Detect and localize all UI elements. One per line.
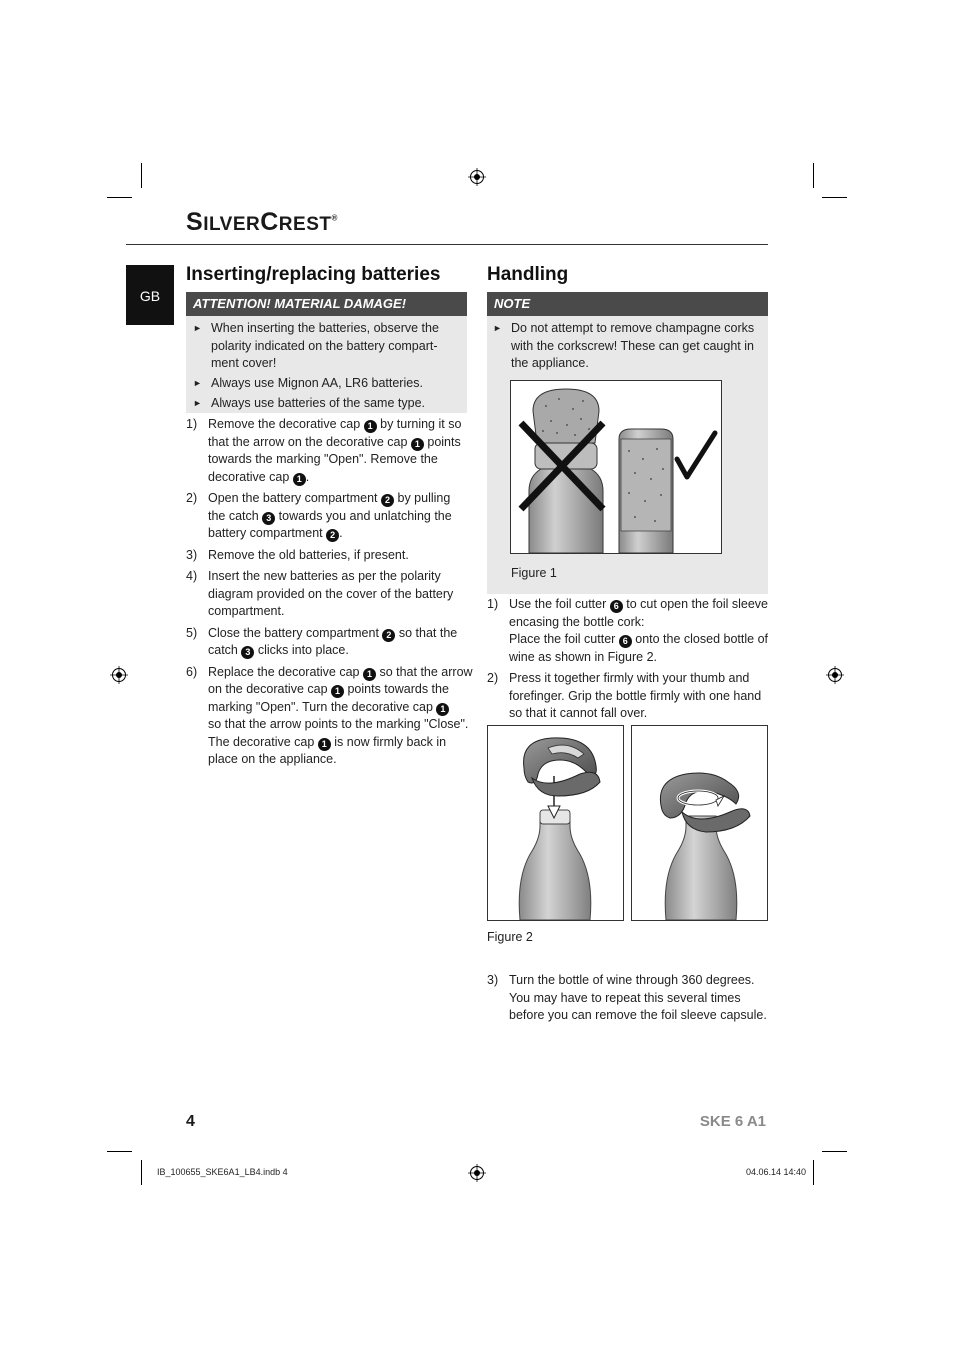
crop-mark — [107, 1151, 132, 1152]
step-text — [509, 670, 761, 723]
step-item — [186, 416, 476, 486]
note-label: NOTE — [487, 292, 768, 316]
step-text — [208, 490, 452, 543]
part-number-badge: 1 — [411, 438, 424, 451]
step-number: 1) — [186, 417, 198, 431]
step-text — [208, 416, 461, 486]
text-line: Do not attempt to remove champagne corks — [511, 321, 755, 335]
figure-2-right — [631, 725, 768, 921]
text-line — [208, 434, 461, 452]
step-number: 3) — [186, 547, 198, 562]
bullet-text — [211, 395, 425, 413]
registration-mark-icon — [468, 1164, 486, 1182]
text-line — [208, 751, 473, 769]
text-segment: so that the arrow — [375, 664, 473, 679]
text-segment: by turning it so — [376, 417, 462, 431]
bullet-arrow-icon: ► — [193, 398, 202, 408]
figure-1-caption: Figure 1 — [511, 566, 557, 580]
part-number-badge: 6 — [619, 635, 632, 648]
text-line — [208, 547, 409, 565]
crop-mark — [813, 163, 814, 188]
part-number-badge: 1 — [436, 703, 449, 716]
bullet-arrow-icon: ► — [193, 323, 202, 333]
text-segment: clicks into place. — [254, 643, 349, 657]
step-number: 2) — [487, 671, 499, 685]
text-segment: so that the — [395, 625, 458, 640]
text-segment: so that the arrow points to the marking "Close". — [208, 717, 469, 731]
text-segment: . — [305, 469, 310, 484]
crop-mark — [822, 197, 847, 198]
text-segment: compartment. — [208, 604, 285, 618]
model-number: SKE 6 A1 — [699, 1113, 766, 1130]
registration-mark-icon — [468, 168, 486, 186]
step-text — [208, 547, 409, 565]
text-line: with the corkscrew! These can get caught in — [511, 338, 754, 353]
text-line — [208, 469, 461, 487]
step-item — [186, 568, 476, 621]
text-segment: catch — [208, 643, 242, 657]
figure-1 — [510, 380, 722, 554]
text-segment: is now firmly back in — [330, 734, 447, 749]
text-segment: towards you and unlatching the — [275, 508, 452, 523]
text-segment: on the decorative cap — [208, 682, 331, 696]
figure-2-caption: Figure 2 — [487, 930, 533, 944]
text-segment: encasing the bottle cork: — [509, 614, 645, 629]
step-item — [487, 670, 777, 723]
step-text — [208, 568, 453, 621]
text-line — [208, 625, 457, 643]
text-segment: place on the appliance. — [208, 752, 337, 766]
text-line — [208, 603, 453, 621]
text-segment: that the arrow on the decorative cap — [208, 434, 411, 449]
step-number: 4) — [186, 569, 198, 583]
part-number-badge: 3 — [241, 646, 254, 659]
text-segment: forefinger. Grip the bottle firmly with one hand — [509, 688, 762, 703]
text-line — [509, 990, 767, 1008]
figure-2-left — [487, 725, 624, 921]
step-text — [208, 664, 473, 769]
crop-mark — [141, 1160, 142, 1185]
registration-mark-icon — [110, 666, 128, 684]
text-line: When inserting the batteries, observe the — [211, 321, 439, 335]
part-number-badge: 3 — [262, 512, 275, 525]
text-segment: points — [423, 434, 461, 449]
warning-label: ATTENTION! MATERIAL DAMAGE! — [186, 292, 467, 316]
step-number: 1) — [487, 597, 499, 611]
text-segment: Remove the decorative cap — [208, 417, 364, 431]
text-line — [208, 681, 473, 699]
text-segment: Remove the old batteries, if present. — [208, 547, 409, 562]
text-line — [509, 1007, 767, 1025]
language-tab: GB — [126, 265, 174, 325]
text-segment: diagram provided on the cover of the battery — [208, 586, 454, 601]
bullet-arrow-icon: ► — [193, 378, 202, 388]
part-number-badge: 6 — [610, 600, 623, 613]
text-segment: before you can remove the foil sleeve capsule. — [509, 1008, 767, 1022]
text-line — [208, 699, 473, 717]
text-line — [208, 416, 461, 434]
step-item — [186, 547, 476, 565]
part-number-badge: 1 — [318, 738, 331, 751]
text-line: the appliance. — [511, 356, 589, 370]
text-line — [509, 596, 768, 614]
step-text — [509, 596, 768, 666]
text-line — [509, 705, 761, 723]
text-line — [509, 614, 768, 632]
text-segment: onto the closed bottle of — [631, 632, 768, 646]
text-segment: Place the foil cutter — [509, 632, 619, 646]
text-segment: Open the battery compartment — [208, 491, 382, 505]
text-segment: points towards the — [344, 682, 449, 696]
print-slug-date: 04.06.14 14:40 — [745, 1167, 806, 1177]
step-number: 3) — [487, 973, 499, 987]
text-line — [208, 734, 473, 752]
text-segment: by pulling — [394, 491, 451, 505]
step-item — [186, 625, 476, 660]
brand-logo: SILVERCREST® — [186, 208, 338, 236]
text-segment: Close the battery compartment — [208, 625, 383, 640]
champagne-bottles-illustration — [511, 381, 721, 553]
text-line: Always use batteries of the same type. — [211, 396, 425, 410]
text-line: Always use Mignon AA, LR6 batteries. — [211, 376, 423, 390]
text-line: polarity indicated on the battery compart- — [211, 338, 438, 353]
crop-mark — [141, 163, 142, 188]
part-number-badge: 1 — [331, 685, 344, 698]
text-line — [208, 664, 473, 682]
page-number: 4 — [186, 1113, 195, 1130]
right-section-heading: Handling — [487, 264, 569, 285]
text-line — [208, 490, 452, 508]
text-line — [509, 972, 767, 990]
text-line: ment cover! — [211, 356, 277, 370]
text-line — [208, 568, 453, 586]
part-number-badge: 2 — [326, 529, 339, 542]
bullet-text — [511, 320, 754, 373]
left-section-heading: Inserting/replacing batteries — [186, 264, 441, 285]
bullet-text — [211, 320, 439, 373]
crop-mark — [813, 1160, 814, 1185]
text-line — [208, 525, 452, 543]
text-line — [509, 688, 761, 706]
step-item — [487, 972, 777, 1025]
text-segment: Replace the decorative cap — [208, 664, 363, 679]
text-line — [208, 451, 461, 469]
part-number-badge: 1 — [293, 473, 306, 486]
step-item — [487, 596, 777, 666]
step-item — [186, 490, 476, 543]
part-number-badge: 2 — [381, 494, 394, 507]
text-line — [208, 716, 473, 734]
text-segment: You may have to repeat this several times — [509, 990, 741, 1005]
crop-mark — [107, 197, 132, 198]
step-number: 5) — [186, 625, 198, 640]
text-segment: so that it cannot fall over. — [509, 706, 648, 720]
text-line — [509, 670, 761, 688]
foil-cutter-placement-illustration — [488, 726, 623, 920]
text-segment: towards the marking "Open". Remove the — [208, 452, 438, 466]
part-number-badge: 2 — [382, 629, 395, 642]
registration-mark-icon — [826, 666, 844, 684]
text-line — [208, 642, 457, 660]
foil-cutter-rotation-illustration — [632, 726, 767, 920]
step-text — [509, 972, 767, 1025]
text-segment: to cut open the foil sleeve — [622, 597, 768, 611]
text-segment: Press it together firmly with your thumb and — [509, 671, 750, 685]
text-line — [208, 508, 452, 526]
text-segment: marking "Open". Turn the decorative cap — [208, 699, 437, 714]
text-segment: The decorative cap — [208, 734, 318, 749]
text-segment: battery compartment — [208, 526, 327, 540]
text-segment: . — [339, 526, 343, 540]
bullet-arrow-icon: ► — [493, 323, 502, 333]
crop-mark — [822, 1151, 847, 1152]
text-line — [509, 631, 768, 649]
text-segment: Insert the new batteries as per the polarity — [208, 569, 441, 583]
step-number: 6) — [186, 664, 198, 679]
text-segment: wine as shown in Figure 2. — [509, 649, 657, 664]
text-segment: decorative cap — [208, 469, 293, 484]
bullet-text — [211, 375, 423, 393]
text-segment: Use the foil cutter — [509, 597, 610, 611]
part-number-badge: 1 — [363, 668, 376, 681]
text-segment: Turn the bottle of wine through 360 degrees. — [509, 973, 755, 987]
step-text — [208, 625, 457, 660]
text-line — [509, 649, 768, 667]
step-item — [186, 664, 476, 769]
part-number-badge: 1 — [364, 420, 377, 433]
text-segment: the catch — [208, 508, 263, 523]
header-rule — [126, 244, 768, 245]
step-number: 2) — [186, 491, 198, 505]
print-slug-file: IB_100655_SKE6A1_LB4.indb 4 — [157, 1167, 288, 1177]
text-line — [208, 586, 453, 604]
